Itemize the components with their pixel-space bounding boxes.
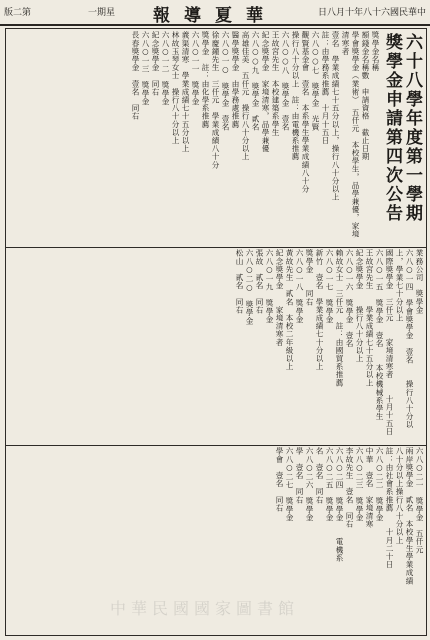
- column-10: 名 壹名 同右: [315, 447, 324, 504]
- column-15: 張故 貳名 同右: [255, 249, 264, 314]
- column-6: 六八○一六 獎學金 壹名: [345, 249, 354, 348]
- column-9: 王故宮先生 本校建築系學生: [271, 31, 280, 137]
- column-11: 六八○一八 獎學金: [295, 249, 304, 324]
- column-16: 六八○二○ 獎學金: [245, 249, 254, 325]
- column-8: 六八○○八 獎學金 壹名: [281, 31, 290, 131]
- column-22: 六八○一三 獎學金: [141, 31, 150, 106]
- column-23: 長春獎學金 壹名 同右: [131, 31, 140, 121]
- column-1: 六八○一四 學會獎學金 壹名 操行八十分以上，學業七十分以上: [395, 249, 414, 429]
- column-19: 林故玉琴女士 操行八十分以上: [171, 31, 180, 145]
- notice-band-middle: [6, 247, 426, 446]
- column-11: 六八○二六 獎學金: [305, 447, 314, 522]
- newspaper-title: 報導夏華: [153, 6, 277, 26]
- column-9: 新竹 壹名 學業成績七十分以上: [315, 249, 324, 371]
- column-2: 八十分以上操行八十分以上: [395, 447, 404, 545]
- column-3: 壹名 學業成績七十五分以上，操行八十分以上: [331, 31, 340, 202]
- masthead: [0, 0, 430, 26]
- publication-date: 日八月十年八十六國民華中: [317, 8, 426, 18]
- notice-title: [380, 31, 424, 225]
- column-1: 兩岸獎學金 貳名 本校學生學業成績: [405, 447, 414, 585]
- column-13: 紀念獎學金 家境清寒者: [275, 249, 284, 347]
- column-17: 松山 貳名 同右: [235, 249, 244, 314]
- column-17: 六八○一一 獎學金: [191, 31, 200, 106]
- column-10: 紀念獎學金 家境清寒，品學兼優: [261, 31, 270, 153]
- column-1: 額錢金名稱數 申請資格 截止日期: [361, 31, 370, 161]
- column-13: 六八○二七 獎學金: [285, 447, 294, 522]
- title-line-1: 六十八學年度第一學期: [402, 33, 422, 223]
- column-12: 高雄佳美 五仟元 操行八十分以上: [241, 31, 250, 161]
- column-3: 註：由社會系推薦 十月二十日: [385, 447, 394, 569]
- band-columns: [6, 247, 426, 445]
- column-20: 六八○一二 獎學金: [161, 31, 170, 106]
- column-0: 六八○二一 獎學金 五仟元: [415, 447, 424, 554]
- column-16: 獎學金 註：由化學系推薦: [201, 31, 210, 129]
- column-14: 學會 壹名 同右: [275, 447, 284, 512]
- title-line-2: 獎學金申請第四次公告: [382, 33, 402, 223]
- column-3: 六八○一五 獎學金 壹名 本校機械系學生: [375, 249, 384, 421]
- column-5: 六八○○七 獎學金 光賢: [311, 31, 320, 131]
- notice-frame: [5, 28, 427, 636]
- column-13: 醫學獎學金 由學務處推薦: [231, 31, 240, 129]
- column-6: 觀賢基金會 壹名 本系學生學業成績八十分: [301, 31, 310, 193]
- archive-watermark: 中華民國國家圖書館: [110, 599, 300, 618]
- column-9: 六八○二五 獎學金: [325, 447, 334, 522]
- column-7: 操行八十分以上 註：由電機系推薦: [291, 31, 300, 161]
- weekday: 一期星: [88, 8, 116, 18]
- column-7: 李故先生 壹名 同右: [345, 447, 354, 528]
- column-6: 六八○二三 獎學金: [355, 447, 364, 522]
- column-14: 六八○一○ 獎學金 壹名: [221, 31, 230, 131]
- column-4: 王故宮先生 學業成績七十五分以上: [365, 249, 374, 387]
- column-5: 中華 壹名 家境清寒: [365, 447, 374, 528]
- column-2: 學會獎學金（業術） 五仟元 本校學生，品學兼優，家境清寒者: [341, 31, 360, 238]
- column-0: 獎學金名稱: [371, 31, 380, 72]
- column-4: 六八○二二 獎學金: [375, 447, 384, 522]
- column-8: 六八○二四 獎學金 電機系: [335, 447, 344, 562]
- column-10: 獎學金 同右: [305, 249, 314, 306]
- band-columns: [6, 29, 426, 247]
- column-15: 徐慶鐘先生 三仟元 學業成績八十分: [211, 31, 220, 169]
- column-8: 六八○一七 獎學金: [325, 249, 334, 324]
- column-2: 國際獎學金 三仟元 家境清寒者 十月十五日: [385, 249, 394, 436]
- column-4: 註：由學務系推薦 十月十五日: [321, 31, 330, 145]
- page-number: 版二第: [4, 8, 32, 18]
- notice-band-top: [6, 29, 426, 248]
- column-18: 義渠清寒 學業成績七十五分以上: [181, 31, 190, 153]
- column-21: 紀念獎學金 同右: [151, 31, 160, 96]
- column-7: 賴故女士 三仟元 註：由國貿系推薦: [335, 249, 344, 387]
- column-11: 六八○○九 獎學金 貳名: [251, 31, 260, 131]
- column-12: 黃故先生 貳名 本校二年級以上: [285, 249, 294, 371]
- column-0: 業務公司 獎學金: [415, 249, 424, 314]
- column-12: 學 壹名 同右: [295, 447, 304, 504]
- column-14: 六八○一九 獎學金: [265, 249, 274, 324]
- column-5: 紀念獎學金 操行八十分以上: [355, 249, 364, 363]
